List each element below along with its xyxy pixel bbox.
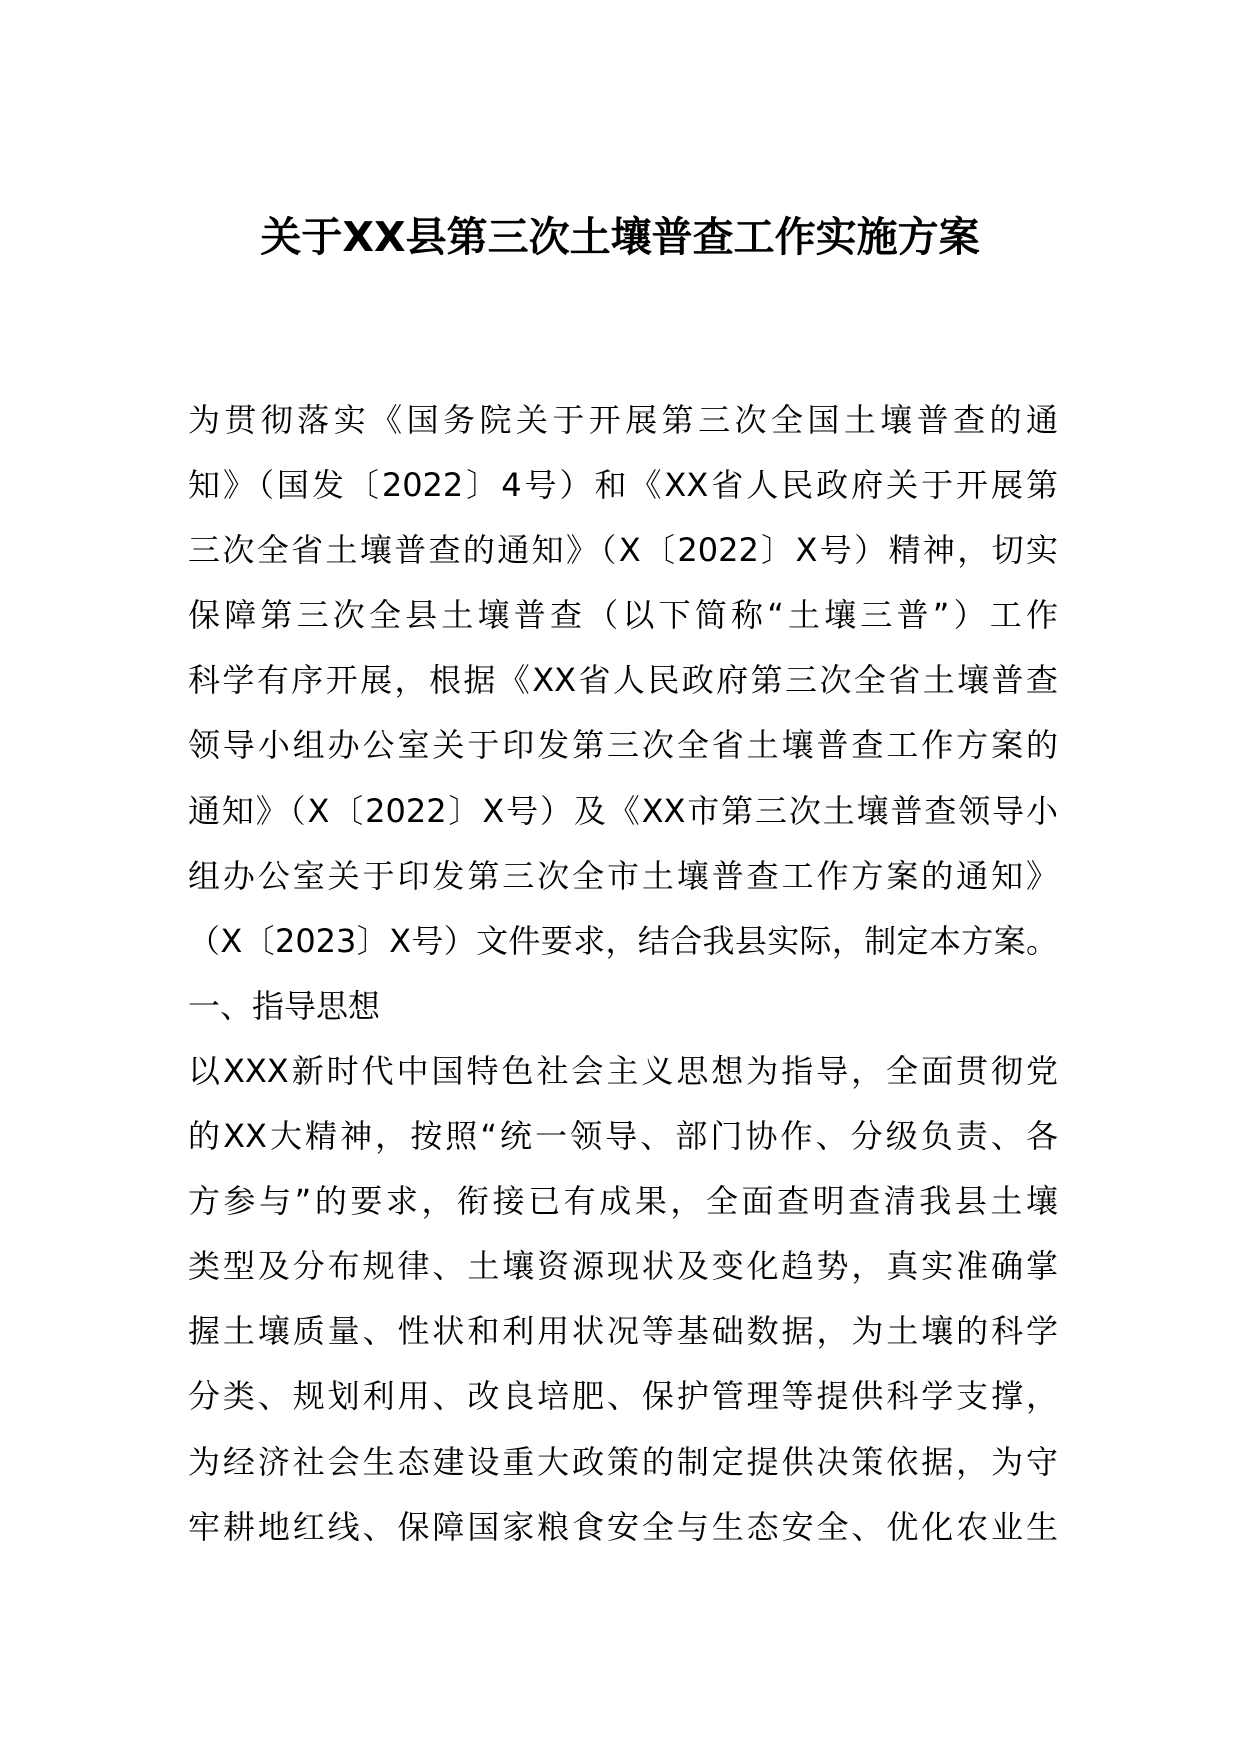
paragraph-line: 知》（国发〔2022〕4号）和《XX省人民政府关于开展第 <box>188 466 1058 505</box>
paragraph-line: 类型及分布规律、土壤资源现状及变化趋势，真实准确掌 <box>188 1247 1058 1286</box>
paragraph-line: 的XX大精神，按照“统一领导、部门协作、分级负责、各 <box>188 1117 1058 1156</box>
paragraph-line: 科学有序开展，根据《XX省人民政府第三次全省土壤普查 <box>188 661 1058 700</box>
paragraph-line: 为贯彻落实《国务院关于开展第三次全国土壤普查的通 <box>188 401 1058 439</box>
paragraph-line: 为经济社会生态建设重大政策的制定提供决策依据，为守 <box>188 1442 1058 1481</box>
paragraph-line: 分类、规划利用、改良培肥、保护管理等提供科学支撑， <box>188 1377 1058 1416</box>
document-body <box>188 388 1058 1560</box>
paragraph-line: 组办公室关于印发第三次全市土壤普查工作方案的通知》 <box>188 856 1058 895</box>
paragraph-line: 三次全省土壤普查的通知》（X〔2022〕X号）精神，切实 <box>188 531 1058 570</box>
paragraph-line: 握土壤质量、性状和利用状况等基础数据，为土壤的科学 <box>188 1312 1058 1351</box>
section-heading: 一、指导思想 <box>188 986 381 1025</box>
paragraph-line: 领导小组办公室关于印发第三次全省土壤普查工作方案的 <box>188 726 1058 765</box>
paragraph-line: （X〔2023〕X号）文件要求，结合我县实际，制定本方案。 <box>188 921 1058 960</box>
paragraph-line: 保障第三次全县土壤普查（以下简称“土壤三普”）工作 <box>188 596 1058 635</box>
paragraph-line: 通知》（X〔2022〕X号）及《XX市第三次土壤普查领导小 <box>188 791 1058 830</box>
paragraph-line: 牢耕地红线、保障国家粮食安全与生态安全、优化农业生 <box>188 1507 1058 1546</box>
document-title: 关于XX县第三次土壤普查工作实施方案 <box>260 213 980 261</box>
paragraph-line: 以XXX新时代中国特色社会主义思想为指导，全面贯彻党 <box>188 1051 1058 1090</box>
paragraph-line: 方参与”的要求，衔接已有成果，全面查明查清我县土壤 <box>188 1182 1058 1221</box>
